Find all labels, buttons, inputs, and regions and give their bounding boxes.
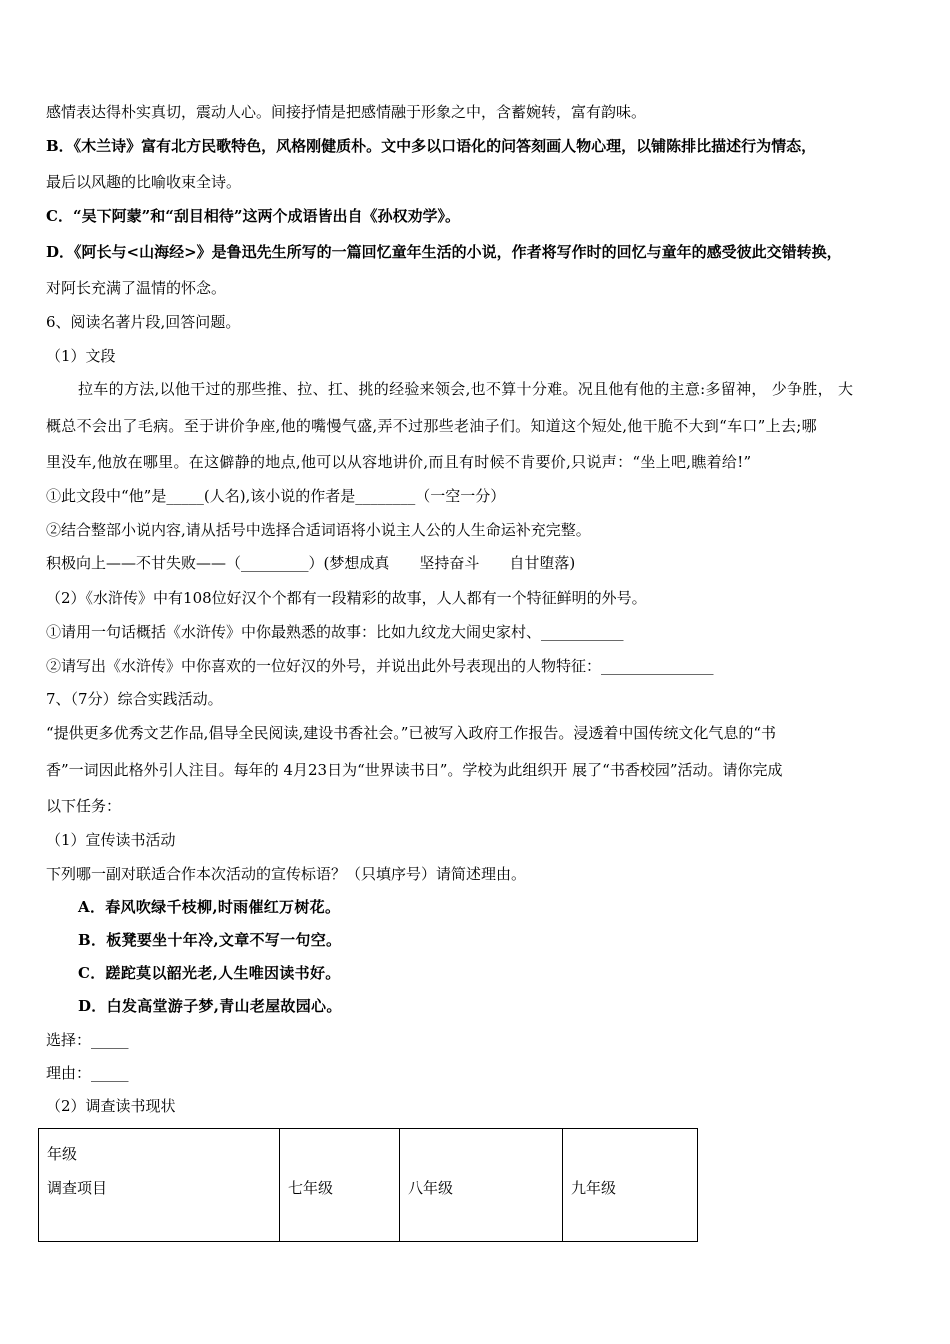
excerpt-line: 拉车的方法,以他干过的那些推、拉、扛、挑的经验来领会,也不算十分难。况且他有他的主意:多留神， 少争胜， 大 [78, 380, 854, 398]
question-line: ②结合整部小说内容,请从括号中选择合适词语将小说主人公的人生命运补充完整。 [46, 521, 591, 539]
option-b: B．《木兰诗》富有北方民歌特色，风格刚健质朴。文中多以口语化的问答刻画人物心理，以铺陈排比描述行为情态， [46, 137, 817, 155]
grade-7-header: 七年级 [280, 1129, 400, 1242]
text-line: 对阿长充满了温情的怀念。 [46, 279, 227, 297]
corner-grade-label: 年级 [47, 1145, 78, 1163]
question-line: 积极向上——不甘失败——（_________）(梦想成真 坚持奋斗 自甘堕落) [46, 554, 576, 572]
text-line: “提供更多优秀文艺作品,倡导全民阅读,建设书香社会。”已被写入政府工作报告。浸透着中国传统文化气息的“书 [46, 724, 777, 742]
question-line: ①此文段中“他”是_____(人名),该小说的作者是________（一空一分） [46, 487, 506, 505]
subheading: （1）文段 [46, 347, 116, 365]
question-line: 下列哪一副对联适合作本次活动的宣传标语？（只填序号）请简述理由。 [46, 865, 527, 883]
grade-9-header: 九年级 [563, 1129, 698, 1242]
question-7-title: 7、（7分）综合实践活动。 [46, 690, 223, 708]
subheading: （1）宣传读书活动 [46, 831, 176, 849]
subheading: （2）《水浒传》中有108位好汉个个都有一段精彩的故事，人人都有一个特征鲜明的外号。 [46, 589, 647, 607]
survey-table [38, 1128, 698, 1242]
text-line: 感情表达得朴实真切，震动人心。间接抒情是把感情融于形象之中，含蓄婉转，富有韵味。 [46, 103, 647, 121]
couplet-a: A．春风吹绿千枝柳,时雨催红万树花。 [78, 898, 341, 916]
text-line: 以下任务： [46, 797, 122, 815]
answer-reason: 理由：_____ [46, 1064, 129, 1082]
text-line: 香”一词因此格外引人注目。每年的 4月23日为“世界读书日”。学校为此组织开 展了“书香校园”活动。请你完成 [46, 761, 783, 779]
question-6-title: 6、阅读名著片段,回答问题。 [46, 313, 241, 331]
option-d: D．《阿长与<山海经>》是鲁迅先生所写的一篇回忆童年生活的小说，作者将写作时的回忆与童年的感受彼此交错转换， [46, 243, 842, 261]
corner-item-label: 调查项目 [47, 1179, 108, 1197]
excerpt-line: 概总不会出了毛病。至于讲价争座,他的嘴慢气盛,弄不过那些老油子们。知道这个短处,他干脆不大到“车口”上去;哪 [46, 417, 817, 435]
question-line: ①请用一句话概括《水浒传》中你最熟悉的故事：比如九纹龙大闹史家村、___________ [46, 623, 624, 641]
couplet-b: B．板凳要坐十年冷,文章不写一句空。 [78, 931, 342, 949]
couplet-d: D．白发高堂游子梦,青山老屋故园心。 [78, 997, 342, 1015]
table-row [39, 1129, 698, 1242]
excerpt-line: 里没车,他放在哪里。在这僻静的地点,他可以从容地讲价,而且有时候不肯要价,只说声：“坐上吧,瞧着给!” [46, 453, 752, 471]
subheading: （2）调查读书现状 [46, 1097, 176, 1115]
couplet-c: C．蹉跎莫以韶光老,人生唯因读书好。 [78, 964, 341, 982]
table-corner-cell [39, 1129, 280, 1242]
text-line: 最后以风趣的比喻收束全诗。 [46, 173, 242, 191]
answer-choice: 选择：_____ [46, 1031, 129, 1049]
grade-8-header: 八年级 [400, 1129, 563, 1242]
question-line: ②请写出《水浒传》中你喜欢的一位好汉的外号，并说出此外号表现出的人物特征：_______________ [46, 657, 714, 675]
option-c: C．“吴下阿蒙”和“刮目相待”这两个成语皆出自《孙权劝学》。 [46, 207, 460, 225]
